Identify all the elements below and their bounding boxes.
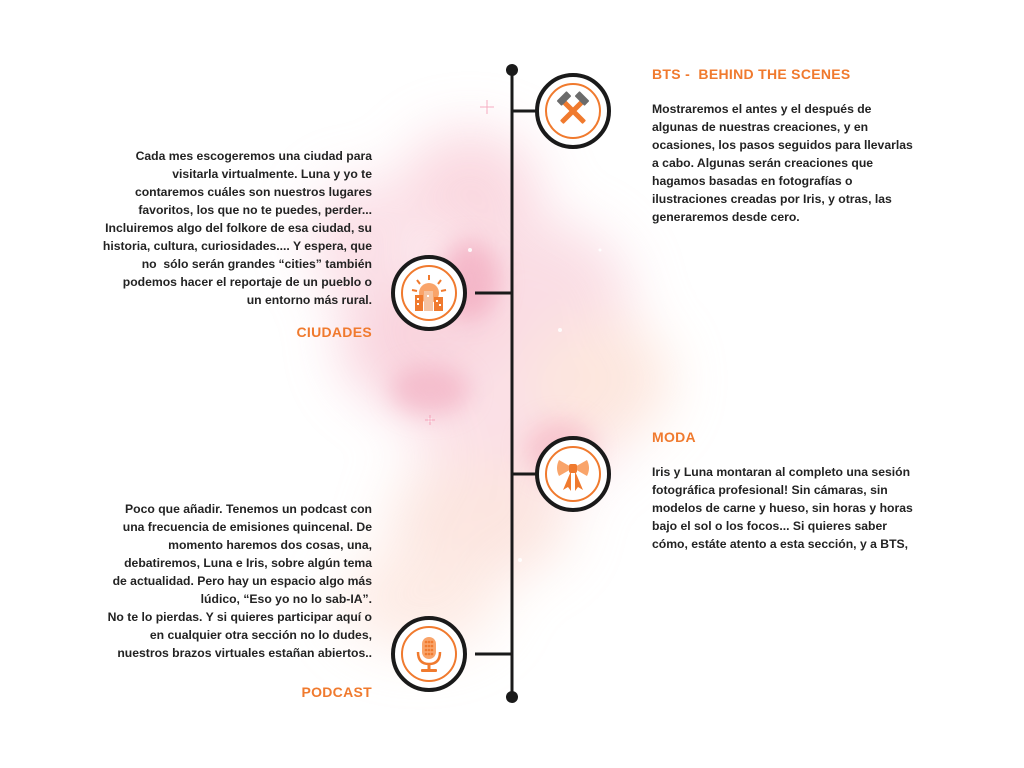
- ciudades-badge: [391, 255, 467, 331]
- bts-description: [652, 100, 952, 226]
- moda-description: [652, 463, 972, 553]
- ciudades-line: visitarla virtualmente. Luna y yo te: [172, 167, 372, 181]
- city-sun-icon: [409, 273, 449, 313]
- crossed-hammers-icon: [553, 91, 593, 131]
- bts-line: ilustraciones creadas por Iris, y otras, las: [652, 192, 892, 206]
- podcast-title: PODCAST: [301, 684, 372, 700]
- podcast-line: momento haremos dos cosas, una,: [168, 538, 372, 552]
- bts-line: hagamos basadas en fotografías o: [652, 174, 853, 188]
- podcast-line: lúdico, “Eso yo no lo sab-IA”.: [200, 592, 372, 606]
- ciudades-line: historia, cultura, curiosidades.... Y espera, que: [102, 239, 372, 253]
- podcast-line: en cualquier otra sección no lo dudes,: [149, 628, 372, 642]
- ciudades-title: CIUDADES: [296, 324, 372, 340]
- microphone-icon: [409, 634, 449, 674]
- moda-line: modelos de carne y hueso, sin horas y horas: [652, 501, 913, 515]
- bts-title: BTS - BEHIND THE SCENES: [652, 66, 851, 82]
- moda-title: MODA: [652, 429, 696, 445]
- podcast-line: una frecuencia de emisiones quincenal. De: [122, 520, 372, 534]
- bts-badge: [535, 73, 611, 149]
- moda-line: cómo, estáte atento a esta sección, y a BTS,: [652, 537, 909, 551]
- moda-line: Iris y Luna montaran al completo una sesión: [652, 465, 911, 479]
- ciudades-line: podemos hacer el reportaje de un pueblo o: [122, 275, 372, 289]
- moda-line: fotográfica profesional! Sin cámaras, sin: [652, 483, 888, 497]
- ciudades-line: un entorno más rural.: [246, 293, 372, 307]
- podcast-line: No te lo pierdas. Y si quieres participar aquí o: [107, 610, 372, 624]
- ciudades-line: favoritos, los que no te puedes, perder...: [138, 203, 372, 217]
- bts-line: generaremos desde cero.: [652, 210, 800, 224]
- timeline-start-dot: [506, 64, 518, 76]
- ciudades-line: Cada mes escogeremos una ciudad para: [135, 149, 372, 163]
- podcast-line: nuestros brazos virtuales estañan abiertos..: [117, 646, 372, 660]
- moda-badge: [535, 436, 611, 512]
- bts-line: algunas de nuestras creaciones, y en: [652, 120, 869, 134]
- podcast-badge: [391, 616, 467, 692]
- bts-line: ocasiones, los pasos seguidos para llevarlas: [652, 138, 913, 152]
- bts-line: Mostraremos el antes y el después de: [652, 102, 872, 116]
- ciudades-line: Incluiremos algo del folkore de esa ciudad, su: [105, 221, 372, 235]
- podcast-description: [52, 500, 372, 662]
- timeline-end-dot: [506, 691, 518, 703]
- podcast-line: debatiremos, Luna e Iris, sobre algún tema: [124, 556, 372, 570]
- bow-icon: [553, 454, 593, 494]
- ciudades-line: no sólo serán grandes “cities” también: [141, 257, 372, 271]
- bts-line: a cabo. Algunas serán creaciones que: [652, 156, 874, 170]
- podcast-line: de actualidad. Pero hay un espacio algo más: [112, 574, 372, 588]
- moda-line: bajo el sol o los focos... Si quieres saber: [652, 519, 888, 533]
- ciudades-description: [52, 147, 372, 309]
- podcast-line: Poco que añadir. Tenemos un podcast con: [125, 502, 372, 516]
- ciudades-line: contaremos cuáles son nuestros lugares: [134, 185, 372, 199]
